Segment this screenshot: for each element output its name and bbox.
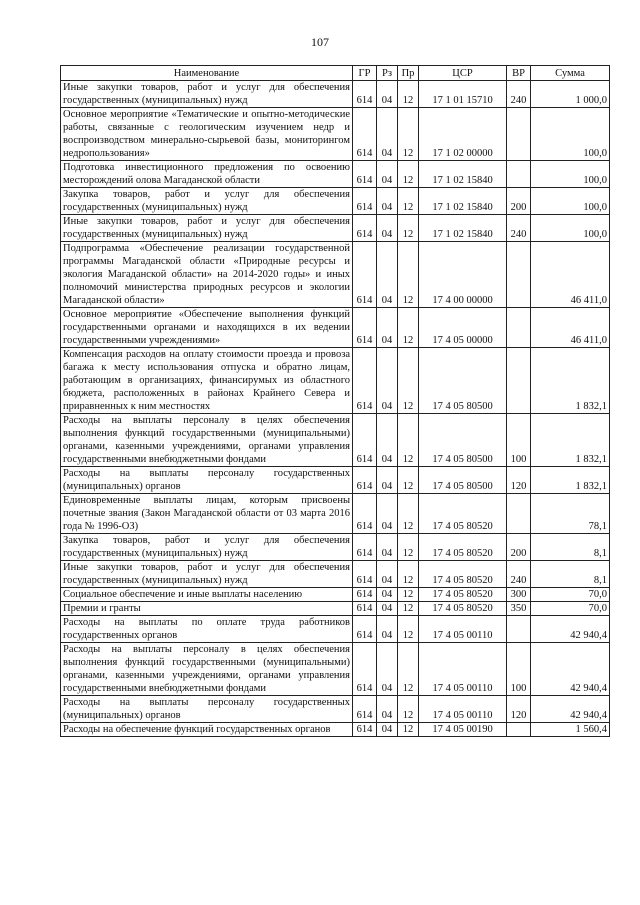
cell-gr: 614 [353,534,377,561]
table-row [61,215,610,242]
cell-gr: 614 [353,81,377,108]
header-vr: ВР [507,66,531,81]
cell-name: Компенсация расходов на оплату стоимости проезда и провоза багажа к месту использования отпуска и обратно лицам, работающим в организациях, финансирумых из областного бюджета, расположенных в районах Крайнего Севера и приравненных к ним местностях [61,348,353,414]
cell-name: Премии и гранты [61,602,353,616]
cell-rz: 04 [377,696,398,723]
cell-sum: 8,1 [531,534,610,561]
table-header-row [61,66,610,81]
cell-vr: 200 [507,534,531,561]
cell-name: Социальное обеспечение и иные выплаты населению [61,588,353,602]
table-row [61,348,610,414]
page-number: 107 [311,35,329,49]
cell-sum: 46 411,0 [531,308,610,348]
cell-name: Иные закупки товаров, работ и услуг для обеспечения государственных (муниципальных) нужд [61,81,353,108]
cell-name: Закупка товаров, работ и услуг для обеспечения государственных (муниципальных) нужд [61,188,353,215]
table-row [61,81,610,108]
cell-sum: 100,0 [531,188,610,215]
table-row [61,723,610,737]
cell-vr: 100 [507,643,531,696]
cell-pr: 12 [398,414,419,467]
cell-csr: 17 4 05 00110 [419,696,507,723]
cell-pr: 12 [398,616,419,643]
cell-vr [507,348,531,414]
cell-sum: 42 940,4 [531,643,610,696]
cell-vr: 300 [507,588,531,602]
cell-rz: 04 [377,348,398,414]
cell-gr: 614 [353,494,377,534]
cell-vr: 100 [507,414,531,467]
cell-name: Закупка товаров, работ и услуг для обеспечения государственных (муниципальных) нужд [61,534,353,561]
table-row [61,696,610,723]
cell-gr: 614 [353,215,377,242]
cell-rz: 04 [377,188,398,215]
cell-sum: 70,0 [531,602,610,616]
table-row [61,494,610,534]
cell-csr: 17 4 00 00000 [419,242,507,308]
cell-vr [507,161,531,188]
cell-pr: 12 [398,643,419,696]
cell-pr: 12 [398,188,419,215]
cell-gr: 614 [353,188,377,215]
cell-rz: 04 [377,215,398,242]
cell-pr: 12 [398,108,419,161]
cell-sum: 1 832,1 [531,348,610,414]
cell-vr [507,723,531,737]
cell-csr: 17 1 02 15840 [419,161,507,188]
table-row [61,616,610,643]
cell-vr [507,242,531,308]
cell-rz: 04 [377,242,398,308]
cell-csr: 17 4 05 80520 [419,588,507,602]
cell-sum: 100,0 [531,108,610,161]
cell-rz: 04 [377,81,398,108]
cell-vr: 240 [507,215,531,242]
cell-sum: 1 832,1 [531,467,610,494]
cell-rz: 04 [377,108,398,161]
table-row [61,588,610,602]
cell-gr: 614 [353,242,377,308]
cell-csr: 17 4 05 80520 [419,602,507,616]
cell-csr: 17 4 05 80500 [419,348,507,414]
cell-rz: 04 [377,308,398,348]
table-row [61,534,610,561]
table-row [61,602,610,616]
cell-sum: 42 940,4 [531,616,610,643]
cell-rz: 04 [377,616,398,643]
cell-vr [507,616,531,643]
cell-name: Подпрограмма «Обеспечение реализации государственной программы Магаданской области «Природные ресурсы и экология Магаданской области» на 2014-2020 годы» и иных полномочий министерства природных ресурсов и экологии Магаданской области» [61,242,353,308]
header-gr: ГР [353,66,377,81]
cell-pr: 12 [398,308,419,348]
cell-pr: 12 [398,696,419,723]
cell-csr: 17 4 05 80520 [419,561,507,588]
cell-vr: 350 [507,602,531,616]
cell-vr [507,108,531,161]
table-row [61,467,610,494]
cell-gr: 614 [353,308,377,348]
cell-gr: 614 [353,348,377,414]
cell-rz: 04 [377,723,398,737]
cell-rz: 04 [377,588,398,602]
cell-gr: 614 [353,467,377,494]
cell-csr: 17 1 02 15840 [419,188,507,215]
cell-csr: 17 4 05 80500 [419,414,507,467]
cell-gr: 614 [353,561,377,588]
cell-gr: 614 [353,616,377,643]
cell-gr: 614 [353,696,377,723]
cell-pr: 12 [398,561,419,588]
cell-csr: 17 1 02 15840 [419,215,507,242]
cell-rz: 04 [377,467,398,494]
cell-rz: 04 [377,643,398,696]
cell-rz: 04 [377,494,398,534]
cell-name: Расходы на обеспечение функций государственных органов [61,723,353,737]
cell-pr: 12 [398,242,419,308]
cell-csr: 17 4 05 80500 [419,467,507,494]
cell-vr [507,494,531,534]
cell-name: Единовременные выплаты лицам, которым присвоены почетные звания (Закон Магаданской области от 03 марта 2016 года № 1996-ОЗ) [61,494,353,534]
cell-pr: 12 [398,467,419,494]
cell-csr: 17 4 05 00110 [419,616,507,643]
cell-csr: 17 4 05 00110 [419,643,507,696]
cell-csr: 17 4 05 80520 [419,494,507,534]
cell-pr: 12 [398,723,419,737]
cell-sum: 1 832,1 [531,414,610,467]
cell-vr: 240 [507,81,531,108]
header-name: Наименование [61,66,353,81]
cell-rz: 04 [377,161,398,188]
cell-gr: 614 [353,723,377,737]
cell-csr: 17 1 02 00000 [419,108,507,161]
table-row [61,108,610,161]
cell-vr: 120 [507,696,531,723]
cell-name: Основное мероприятие «Тематические и опытно-методические работы, связанные с геологическим изучением недр и воспроизводством минерально-сырьевой базы, мониторингом недропользования» [61,108,353,161]
cell-sum: 100,0 [531,215,610,242]
cell-sum: 78,1 [531,494,610,534]
table-row [61,161,610,188]
cell-gr: 614 [353,161,377,188]
cell-sum: 42 940,4 [531,696,610,723]
header-sum: Сумма [531,66,610,81]
cell-rz: 04 [377,414,398,467]
header-csr: ЦСР [419,66,507,81]
cell-pr: 12 [398,494,419,534]
cell-pr: 12 [398,534,419,561]
cell-rz: 04 [377,602,398,616]
cell-sum: 70,0 [531,588,610,602]
cell-vr: 120 [507,467,531,494]
cell-pr: 12 [398,161,419,188]
header-rz: Рз [377,66,398,81]
table-row [61,643,610,696]
cell-name: Иные закупки товаров, работ и услуг для обеспечения государственных (муниципальных) нужд [61,561,353,588]
cell-name: Основное мероприятие «Обеспечение выполнения функций государственными органами и находящихся в их ведении государственными учреждениями» [61,308,353,348]
cell-pr: 12 [398,215,419,242]
cell-vr: 240 [507,561,531,588]
table-row [61,414,610,467]
cell-sum: 8,1 [531,561,610,588]
cell-name: Расходы на выплаты персоналу в целях обеспечения выполнения функций государственными (муниципальными) органами, казенными учреждениями, органами управления государственными внебюджетными фондами [61,414,353,467]
cell-name: Расходы на выплаты персоналу в целях обеспечения выполнения функций государственными (муниципальными) органами, казенными учреждениями, органами управления государственными внебюджетными фондами [61,643,353,696]
cell-sum: 1 560,4 [531,723,610,737]
table-body [61,81,610,737]
cell-sum: 1 000,0 [531,81,610,108]
cell-name: Расходы на выплаты по оплате труда работников государственных органов [61,616,353,643]
cell-rz: 04 [377,561,398,588]
table-row [61,308,610,348]
cell-csr: 17 4 05 00000 [419,308,507,348]
cell-gr: 614 [353,602,377,616]
cell-pr: 12 [398,348,419,414]
cell-gr: 614 [353,108,377,161]
cell-name: Расходы на выплаты персоналу государственных (муниципальных) органов [61,467,353,494]
table-row [61,188,610,215]
cell-vr: 200 [507,188,531,215]
cell-gr: 614 [353,643,377,696]
cell-sum: 100,0 [531,161,610,188]
cell-name: Подготовка инвестиционного предложения по освоению месторождений олова Магаданской области [61,161,353,188]
cell-csr: 17 4 05 80520 [419,534,507,561]
cell-vr [507,308,531,348]
table-row [61,561,610,588]
cell-pr: 12 [398,602,419,616]
cell-rz: 04 [377,534,398,561]
cell-csr: 17 4 05 00190 [419,723,507,737]
budget-table [60,65,610,737]
header-pr: Пр [398,66,419,81]
cell-gr: 614 [353,414,377,467]
cell-csr: 17 1 01 15710 [419,81,507,108]
cell-pr: 12 [398,81,419,108]
cell-sum: 46 411,0 [531,242,610,308]
table-row [61,242,610,308]
cell-pr: 12 [398,588,419,602]
cell-name: Расходы на выплаты персоналу государственных (муниципальных) органов [61,696,353,723]
cell-gr: 614 [353,588,377,602]
cell-name: Иные закупки товаров, работ и услуг для обеспечения государственных (муниципальных) нужд [61,215,353,242]
